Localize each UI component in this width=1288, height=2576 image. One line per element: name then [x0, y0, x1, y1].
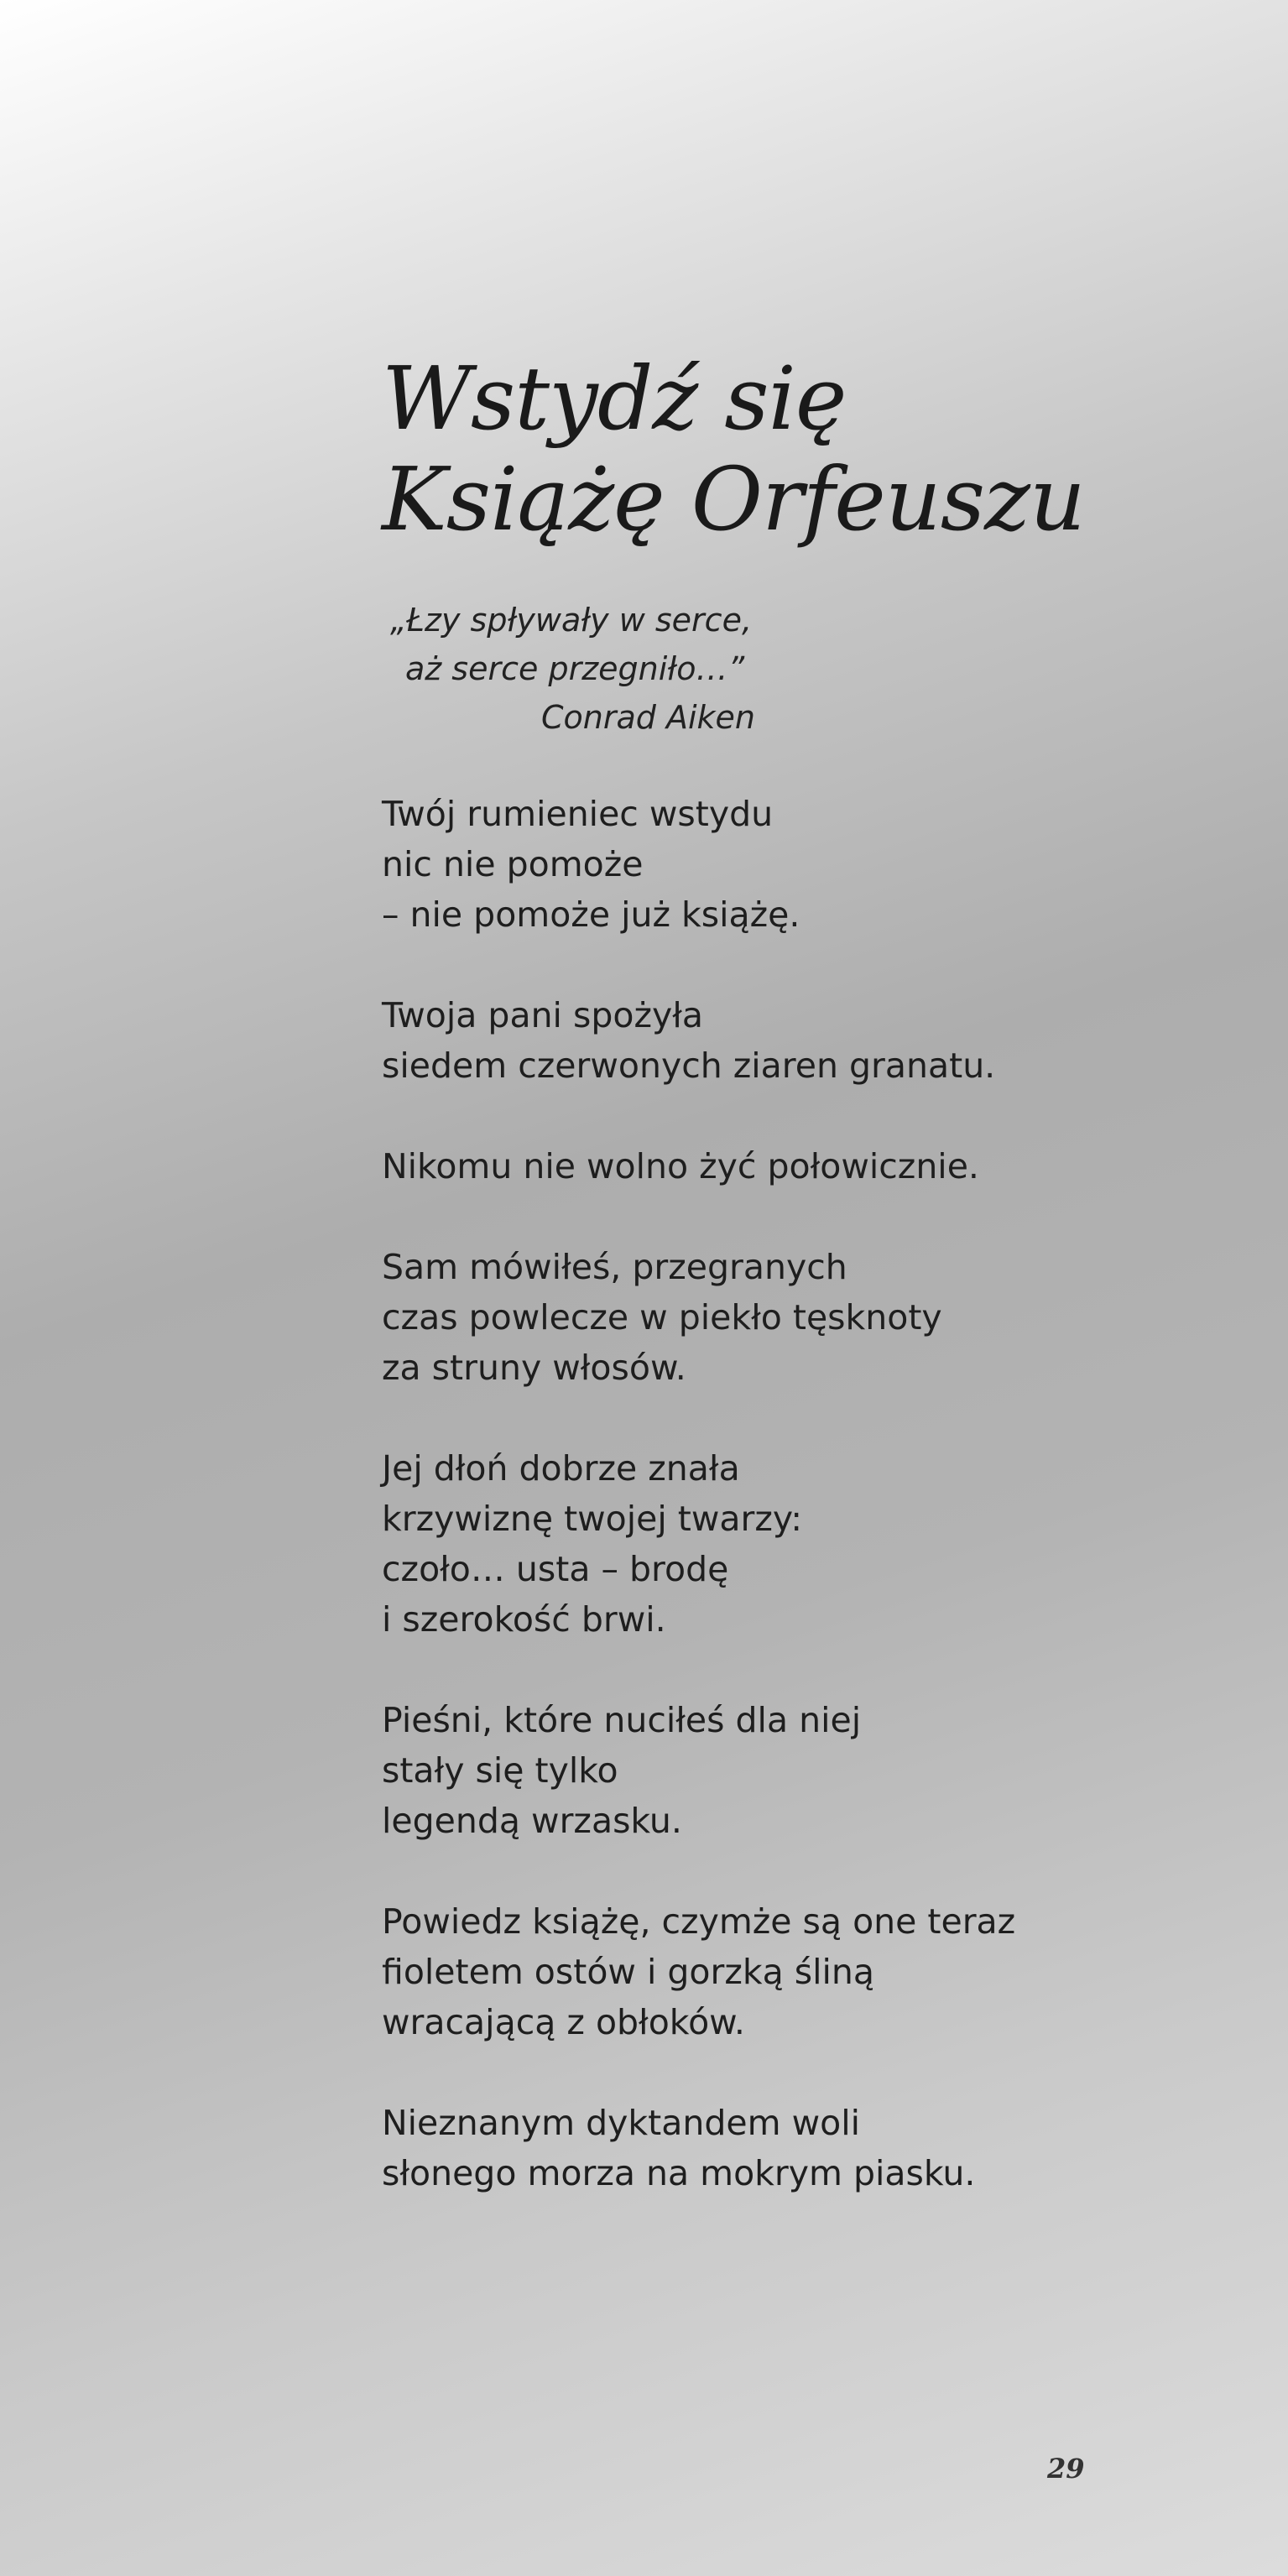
poem-line: Jej dłoń dobrze znała	[382, 1448, 740, 1489]
poem-line: legendą wrzasku.	[382, 1801, 682, 1841]
title-line-2: Książę Orfeuszu	[382, 448, 1085, 550]
stanza	[382, 1443, 1015, 1645]
poem-line: czoło… usta – brodę	[382, 1549, 729, 1589]
poem-line: Pieśni, które nuciłeś dla niej	[382, 1700, 862, 1740]
epigraph-line-2: aż serce przegniło…”	[405, 650, 745, 687]
title-line-1: Wstydź się	[382, 347, 847, 450]
poem-line: Nikomu nie wolno żyć połowicznie.	[382, 1146, 979, 1186]
poem-line: siedem czerwonych ziaren granatu.	[382, 1046, 996, 1086]
poem-line: Twój rumieniec wstydu	[382, 794, 774, 834]
poem-line: krzywiznę twojej twarzy:	[382, 1499, 803, 1539]
poem-line: nic nie pomoże	[382, 844, 644, 884]
poem-line: Powiedz książę, czymże są one teraz	[382, 1901, 1016, 1942]
poem-line: Sam mówiłeś, przegranych	[382, 1247, 847, 1287]
poem-line: i szerokość brwi.	[382, 1599, 666, 1640]
poem-line: za struny włosów.	[382, 1348, 686, 1388]
epigraph	[390, 596, 755, 742]
epigraph-author: Conrad Aiken	[541, 699, 755, 736]
poem-line: czas powlecze w piekło tęsknoty	[382, 1297, 942, 1338]
poem-line: stały się tylko	[382, 1750, 618, 1791]
poem-line: Nieznanym dyktandem woli	[382, 2103, 860, 2143]
stanza	[382, 1242, 1015, 1393]
stanza	[382, 990, 1015, 1091]
stanza	[382, 789, 1015, 940]
poem-title	[382, 348, 1085, 550]
page-number: 29	[1047, 2453, 1085, 2485]
stanza	[382, 1695, 1015, 1846]
stanza	[382, 1896, 1015, 2047]
poem-line: słonego morza na mokrym piasku.	[382, 2153, 976, 2193]
poem-line: wracającą z obłoków.	[382, 2002, 745, 2042]
poem-body	[382, 789, 1015, 2249]
poem-line: fioletem ostów i gorzką śliną	[382, 1952, 875, 1992]
poem-line: – nie pomoże już książę.	[382, 894, 800, 935]
stanza	[382, 1141, 1015, 1192]
epigraph-line-1: „Łzy spływały w serce,	[390, 602, 753, 639]
stanza	[382, 2098, 1015, 2198]
poem-line: Twoja pani spożyła	[382, 995, 704, 1035]
